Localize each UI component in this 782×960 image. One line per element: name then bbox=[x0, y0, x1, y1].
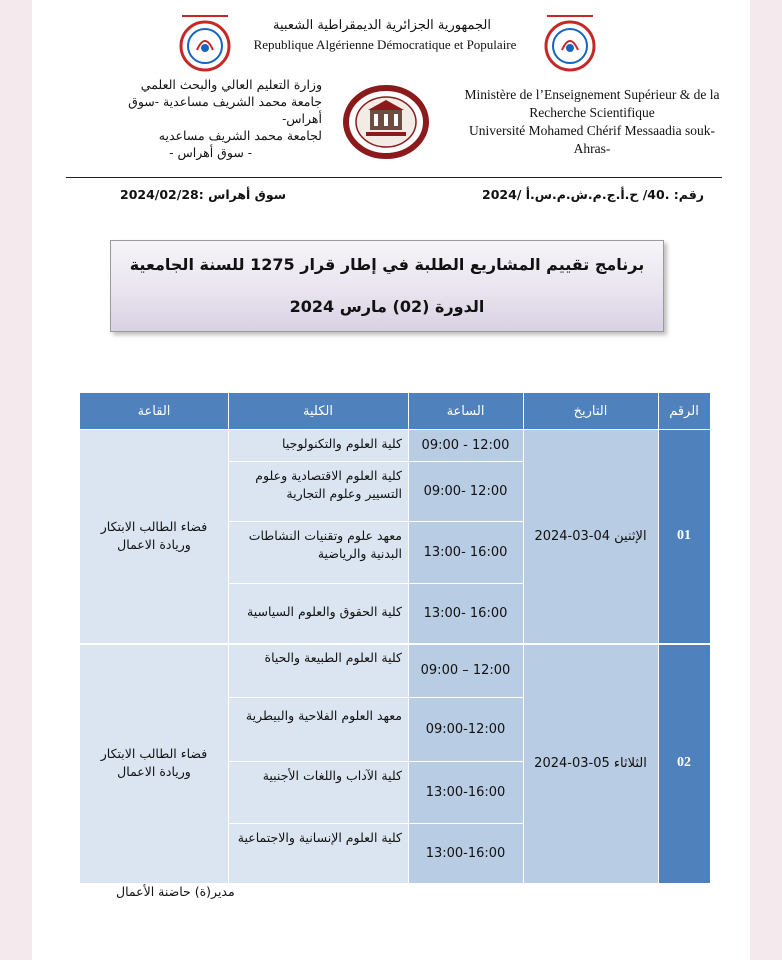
grid-line bbox=[228, 521, 523, 522]
exam-date: الإثنين 04-03-2024 bbox=[523, 429, 658, 643]
grid-line bbox=[228, 697, 523, 698]
ministry-french-block bbox=[442, 86, 742, 158]
grid-line bbox=[228, 393, 229, 883]
faculty-name: كلية الحقوق والعلوم السياسية bbox=[228, 583, 408, 643]
ministry-arabic-block bbox=[102, 76, 322, 161]
grid-line bbox=[228, 823, 523, 824]
schedule-table bbox=[80, 393, 710, 883]
reference-number: رقم: .40/ ح.أ.ج.م.ش.م.س.أ /2024 bbox=[482, 187, 704, 202]
header-time: الساعة bbox=[408, 393, 523, 429]
row-number: 02 bbox=[658, 643, 710, 883]
republic-name-french: Republique Algérienne Démocratique et Populaire bbox=[253, 37, 517, 52]
ministry-arabic-line: - سوق أهراس - bbox=[169, 145, 252, 160]
university-seal-logo bbox=[338, 80, 434, 160]
faculty-name: كلية العلوم الطبيعة والحياة bbox=[228, 643, 408, 697]
title-box bbox=[110, 240, 664, 332]
faculty-name: معهد علوم وتقنيات النشاطات البدنية والرياضية bbox=[228, 521, 408, 583]
header-hall: القاعة bbox=[80, 393, 228, 429]
ministry-arabic-line: جامعة محمد الشريف مساعدية -سوق أهراس- bbox=[128, 94, 322, 126]
time-slot: 13:00- 16:00 bbox=[408, 583, 523, 643]
exam-date: الثلاثاء 05-03-2024 bbox=[523, 643, 658, 883]
grid-line bbox=[80, 429, 710, 430]
header-number: الرقم bbox=[658, 393, 710, 429]
university-incubator-logo-left bbox=[172, 10, 238, 76]
hall-name: فضاء الطالب الابتكار وريادة الاعمال bbox=[80, 643, 228, 883]
grid-line bbox=[228, 461, 523, 462]
faculty-name: معهد العلوم الفلاحية والبيطرية bbox=[228, 697, 408, 761]
ministry-french-line: Ahras- bbox=[573, 141, 611, 156]
session-subtitle: الدورة (02) مارس 2024 bbox=[289, 297, 485, 316]
ministry-arabic-line: وزارة التعليم العالي والبحث العلمي bbox=[140, 77, 322, 92]
time-slot: 09:00-12:00 bbox=[408, 697, 523, 761]
faculty-name: كلية العلوم والتكنولوجيا bbox=[228, 429, 408, 461]
time-slot: 09:00 - 12:00 bbox=[408, 429, 523, 461]
ministry-french-line: Recherche Scientifique bbox=[529, 105, 655, 120]
time-slot: 13:00- 16:00 bbox=[408, 521, 523, 583]
header-date: التاريخ bbox=[523, 393, 658, 429]
ministry-french-line: Université Mohamed Chérif Messaadia souk- bbox=[469, 123, 715, 138]
grid-line bbox=[408, 393, 409, 883]
faculty-name: كلية الآداب واللغات الأجنبية bbox=[228, 761, 408, 823]
ministry-arabic-line: لجامعة محمد الشريف مساعديه bbox=[158, 128, 322, 143]
grid-line bbox=[523, 393, 524, 883]
header-divider bbox=[66, 177, 722, 178]
grid-line bbox=[228, 583, 523, 584]
time-slot: 09:00- 12:00 bbox=[408, 461, 523, 521]
row-number: 01 bbox=[658, 429, 710, 643]
document-title: برنامج تقييم المشاريع الطلبة في إطار قرار 1275 للسنة الجامعية bbox=[129, 255, 645, 274]
hall-name: فضاء الطالب الابتكار وريادة الاعمال bbox=[80, 429, 228, 643]
republic-name-arabic: الجمهورية الجزائرية الديمقراطية الشعبية bbox=[273, 18, 491, 33]
document-page bbox=[32, 0, 750, 960]
grid-line bbox=[228, 761, 523, 762]
time-slot: 13:00-16:00 bbox=[408, 761, 523, 823]
place-and-date: سوق أهراس :2024/02/28 bbox=[120, 187, 286, 202]
faculty-name: كلية العلوم الإنسانية والاجتماعية bbox=[228, 823, 408, 883]
grid-line bbox=[80, 643, 710, 645]
time-slot: 13:00-16:00 bbox=[408, 823, 523, 883]
ministry-french-line: Ministère de l’Enseignement Supérieur & de la bbox=[464, 87, 720, 102]
signature-title: مدير(ة) حاضنة الأعمال bbox=[116, 884, 235, 899]
university-incubator-logo-right bbox=[537, 10, 603, 76]
grid-line bbox=[658, 393, 659, 883]
time-slot: 09:00 – 12:00 bbox=[408, 643, 523, 697]
faculty-name: كلية العلوم الاقتصادية وعلوم التسيير وعلوم التجارية bbox=[228, 461, 408, 521]
header-faculty: الكلية bbox=[228, 393, 408, 429]
